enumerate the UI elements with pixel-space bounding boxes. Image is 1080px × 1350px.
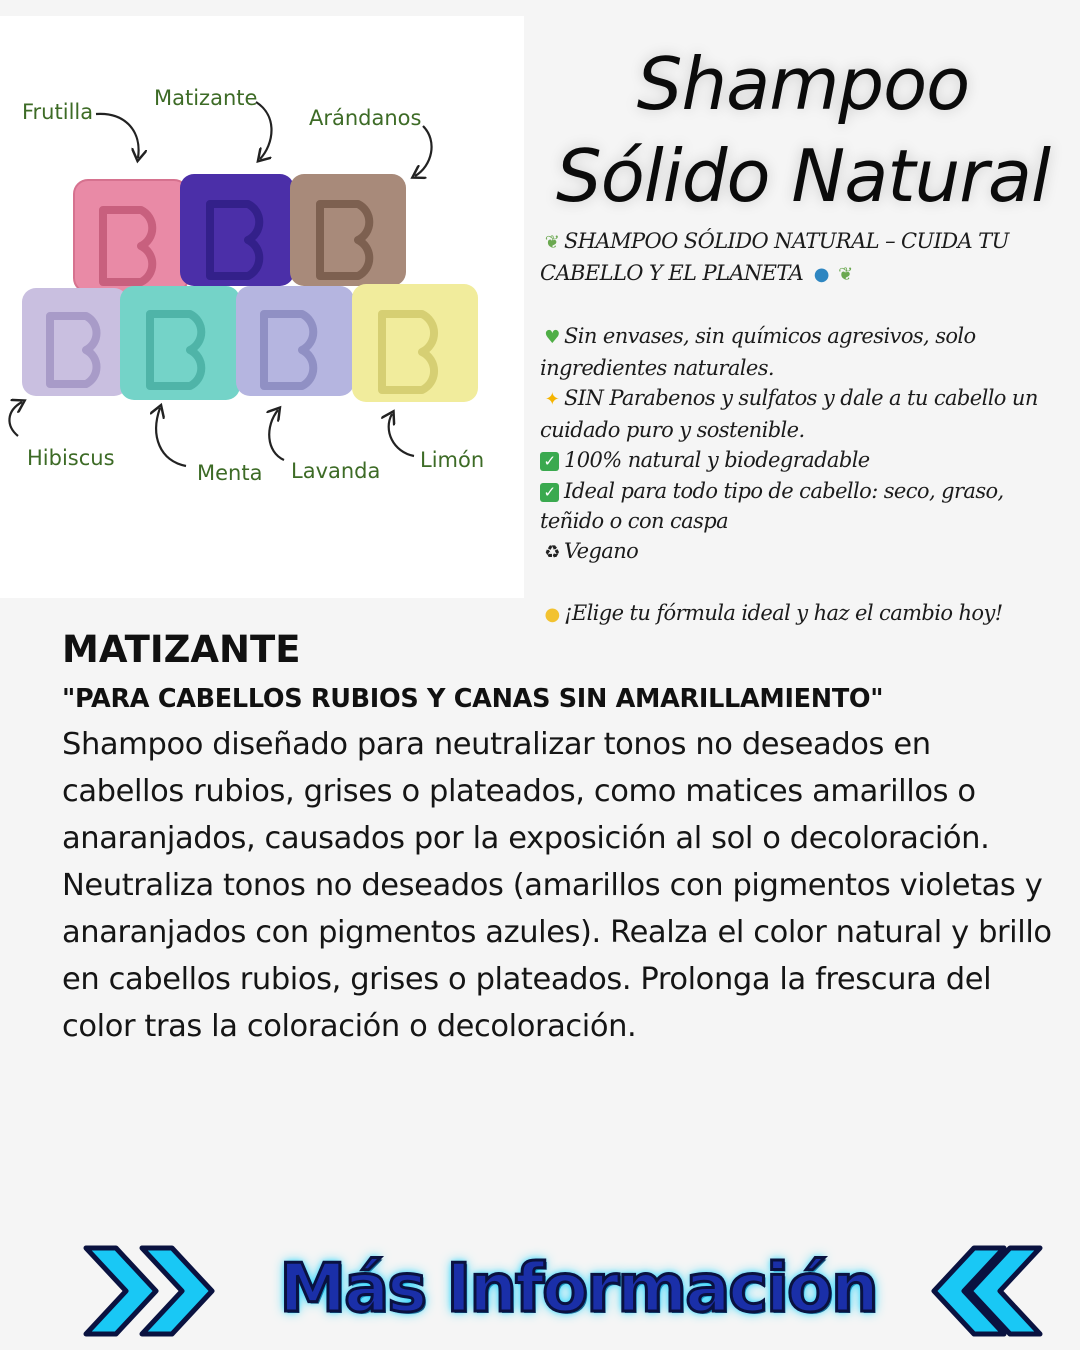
label-hibiscus: Hibiscus (27, 446, 115, 470)
check-icon: ✓ (540, 452, 559, 471)
label-lavanda: Lavanda (291, 459, 381, 483)
description-paragraph: Neutraliza tonos no deseados (amarillos con pigmentos violetas y anaranjados con pigmentos azules). Realza el color natural y brillo en cabellos rubios, grises o plateados. Prolonga la frescura del color tras la coloración o decoloración. (62, 868, 1052, 1044)
feature-item: ♻ Vegano (540, 536, 1060, 568)
arrow-menta (156, 408, 186, 466)
features-headline: ❦ SHAMPOO SÓLIDO NATURAL – CUIDA TU CABELLO Y EL PLANETA ● ❦ (540, 226, 1060, 290)
check-icon: ✓ (540, 483, 559, 502)
description-paragraph: Shampoo diseñado para neutralizar tonos no deseados en cabellos rubios, grises o plateados, como matices amarillos o anaranjados, causados por la exposición al sol o decoloración. (62, 727, 990, 856)
arrow-frutilla (96, 114, 139, 158)
arrow-limon (389, 414, 414, 456)
feature-item: ♥ Sin envases, sin químicos agresivos, solo ingredientes naturales. (540, 323, 976, 380)
bar-frutilla (74, 180, 188, 292)
double-chevron-left-icon[interactable] (898, 1236, 1048, 1346)
product-image-panel (0, 16, 524, 598)
bar-arandanos (290, 174, 406, 286)
globe-icon: ● (813, 264, 829, 286)
feature-item: ✓ 100% natural y biodegradable (540, 445, 1060, 475)
herb-icon: ❦ (838, 264, 853, 286)
bar-lavanda (236, 286, 354, 396)
product-tagline: "PARA CABELLOS RUBIOS Y CANAS SIN AMARILLAMIENTO" (62, 684, 884, 714)
arrow-lavanda (269, 410, 284, 460)
bar-hibiscus (22, 288, 128, 396)
label-frutilla: Frutilla (22, 100, 94, 124)
features-cta: ● ¡Elige tu fórmula ideal y haz el cambio hoy! (540, 598, 1060, 630)
label-menta: Menta (197, 461, 263, 485)
double-chevron-right-icon[interactable] (78, 1236, 228, 1346)
green-heart-icon: ♥ (544, 326, 560, 348)
light-bulb-icon: ● (544, 604, 560, 626)
arrow-matizante (256, 102, 272, 159)
bar-menta (120, 286, 240, 400)
product-heading: MATIZANTE (62, 628, 301, 671)
recycle-icon: ♻ (544, 542, 560, 564)
feature-item: ✓ Ideal para todo tipo de cabello: seco, graso, teñido o con caspa (540, 478, 1004, 533)
herb-icon: ❦ (544, 232, 560, 253)
sparkles-icon: ✦ (544, 389, 560, 410)
label-arandanos: Arándanos (309, 106, 422, 130)
product-description (62, 721, 1052, 1050)
label-matizante: Matizante (154, 86, 258, 110)
more-info-button[interactable]: Más Información (279, 1249, 877, 1327)
bar-limon (352, 284, 478, 402)
bar-matizante (180, 174, 294, 286)
page-title: Shampoo Sólido Natural (556, 42, 1050, 218)
arrow-arandanos (415, 126, 432, 176)
features-list (540, 226, 1060, 631)
label-limon: Limón (420, 448, 485, 472)
arrow-hibiscus (9, 402, 22, 436)
feature-item: ✦ SIN Parabenos y sulfatos y dale a tu cabello un cuidado puro y sostenible. (540, 386, 1038, 443)
